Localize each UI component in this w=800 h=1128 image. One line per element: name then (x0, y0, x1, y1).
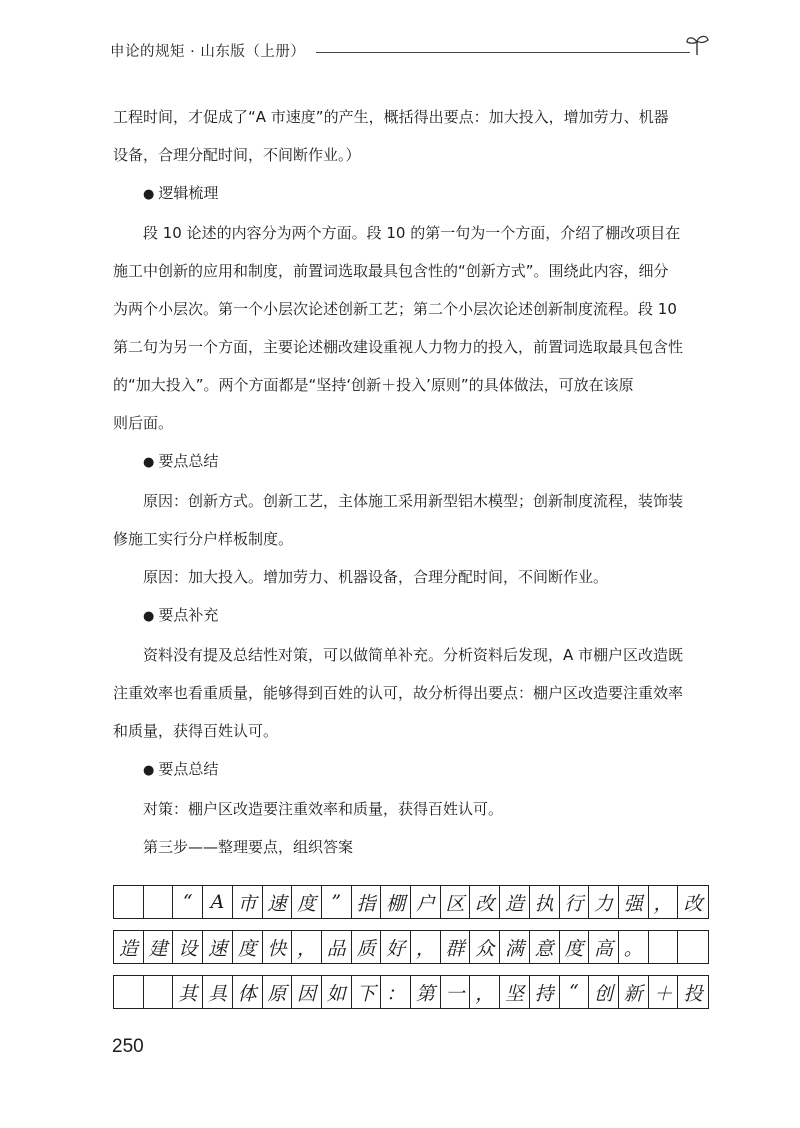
header-title: 申论的规矩 · 山东版（上册） (110, 44, 306, 60)
grid-cell: 设 (173, 931, 203, 963)
grid-cell: ， (292, 931, 322, 963)
grid-cell: 强 (619, 886, 649, 918)
paragraph (113, 837, 713, 857)
page-number: 250 (112, 1036, 144, 1057)
text-line: ● 逻辑梳理 (113, 183, 713, 205)
paragraph (113, 567, 713, 587)
grid-cell: “ (560, 976, 590, 1008)
grid-cell: 坚 (500, 976, 530, 1008)
grid-cell: 改 (683, 892, 703, 915)
grid-cell: 具 (203, 976, 233, 1008)
grid-cell (144, 886, 174, 918)
text-line: 为两个小层次。第一个小层次论述创新工艺；第二个小层次论述创新制度流程。段 10 (113, 300, 677, 318)
header-rule (316, 52, 690, 53)
grid-cell: 棚 (381, 886, 411, 918)
grid-cell (144, 976, 174, 1008)
grid-cell: 度 (560, 931, 590, 963)
grid-cell: 第 (411, 976, 441, 1008)
text-line: 施工中创新的应用和制度，前置词选取最具包含性的“创新方式”。围绕此内容，细分 (113, 262, 669, 280)
grid-cell: 群 (441, 931, 471, 963)
text-line: 资料没有提及总结性对策，可以做简单补充。分析资料后发现，A 市棚户区改造既 (143, 646, 684, 664)
grid-cell: 建 (144, 931, 174, 963)
grid-cell: 如 (322, 976, 352, 1008)
grid-cell: 好 (381, 931, 411, 963)
grid-row (113, 885, 709, 919)
section-heading (113, 605, 713, 627)
grid-cell: 执 (530, 886, 560, 918)
section-heading (113, 759, 713, 781)
grid-cell: ， (411, 931, 441, 963)
grid-cell: 力 (589, 886, 619, 918)
text-line: 修施工实行分户样板制度。 (113, 530, 294, 548)
grid-cell: ， (470, 976, 500, 1008)
grid-cell: “ (173, 886, 203, 918)
grid-row (113, 975, 709, 1009)
grid-cell: 快 (263, 931, 293, 963)
text-line: 原因：创新方式。创新工艺，主体施工采用新型铝木模型；创新制度流程，装饰装 (143, 492, 684, 510)
grid-cell (678, 931, 708, 963)
grid-cell: 原 (263, 976, 293, 1008)
paragraph (113, 645, 713, 741)
grid-cell (114, 976, 144, 1008)
text-line: 和质量，获得百姓认可。 (113, 722, 279, 740)
text-line: 对策：棚户区改造要注重效率和质量，获得百姓认可。 (143, 800, 504, 818)
text-line: 原因：加大投入。增加劳力、机器设备，合理分配时间，不间断作业。 (143, 568, 609, 586)
grid-cell: 创 (589, 976, 619, 1008)
page-header (110, 38, 710, 62)
grid-cell: 改 (470, 886, 500, 918)
grid-cell: 投 (683, 982, 703, 1005)
grid-cell: 品 (322, 931, 352, 963)
grid-cell: 下 (352, 976, 382, 1008)
grid-cell (114, 886, 144, 918)
grid-cell: 质 (352, 931, 382, 963)
grid-cell (649, 931, 679, 963)
grid-cell: 市 (233, 886, 263, 918)
grid-cell: ， (649, 886, 679, 918)
paragraph (113, 107, 713, 165)
grid-cell: ” (322, 886, 352, 918)
grid-cell: 一 (441, 976, 471, 1008)
grid-cell: 指 (352, 886, 382, 918)
grid-cell: 意 (530, 931, 560, 963)
paragraph (113, 491, 713, 549)
grid-cell: 众 (470, 931, 500, 963)
section-heading (113, 183, 713, 205)
text-line: 的“加大投入”。两个方面都是“坚持‘创新＋投入’原则”的具体做法，可放在该原 (113, 376, 634, 394)
text-line: 第二句为另一个方面，主要论述棚改建设重视人力物力的投入，前置词选取最具包含性 (113, 338, 684, 356)
sprout-icon (684, 34, 710, 56)
grid-cell: ＋ (649, 976, 679, 1008)
paragraph (113, 223, 713, 433)
text-line: 第三步——整理要点，组织答案 (143, 838, 354, 856)
body-text (113, 107, 713, 857)
answer-grid (113, 885, 709, 1020)
grid-cell: 满 (500, 931, 530, 963)
grid-cell: 度 (233, 931, 263, 963)
grid-cell: 度 (292, 886, 322, 918)
grid-cell: 持 (530, 976, 560, 1008)
grid-row (113, 930, 709, 964)
grid-cell: 。 (619, 931, 649, 963)
grid-cell: 户 (411, 886, 441, 918)
grid-cell: 因 (292, 976, 322, 1008)
text-line: 段 10 论述的内容分为两个方面。段 10 的第一句为一个方面，介绍了棚改项目在 (143, 224, 681, 242)
text-line: 注重效率也看重质量，能够得到百姓的认可，故分析得出要点：棚户区改造要注重效率 (113, 684, 684, 702)
text-line: 则后面。 (113, 414, 174, 432)
grid-cell: 造 (114, 931, 144, 963)
text-line: 设备，合理分配时间，不间断作业。） (113, 146, 361, 164)
grid-cell: 速 (203, 931, 233, 963)
grid-cell: 速 (263, 886, 293, 918)
text-line: 工程时间，才促成了“A 市速度”的产生，概括得出要点：加大投入，增加劳力、机器 (113, 108, 669, 126)
text-line: ● 要点总结 (113, 451, 713, 473)
grid-cell: 行 (560, 886, 590, 918)
grid-cell: 高 (589, 931, 619, 963)
section-heading (113, 451, 713, 473)
grid-cell: 体 (233, 976, 263, 1008)
text-line: ● 要点总结 (113, 759, 713, 781)
grid-cell: ： (381, 976, 411, 1008)
grid-cell: 造 (500, 886, 530, 918)
grid-cell: 其 (173, 976, 203, 1008)
paragraph (113, 799, 713, 819)
grid-cell: A (203, 886, 233, 918)
text-line: ● 要点补充 (113, 605, 713, 627)
grid-cell: 新 (619, 976, 649, 1008)
grid-cell: 区 (441, 886, 471, 918)
